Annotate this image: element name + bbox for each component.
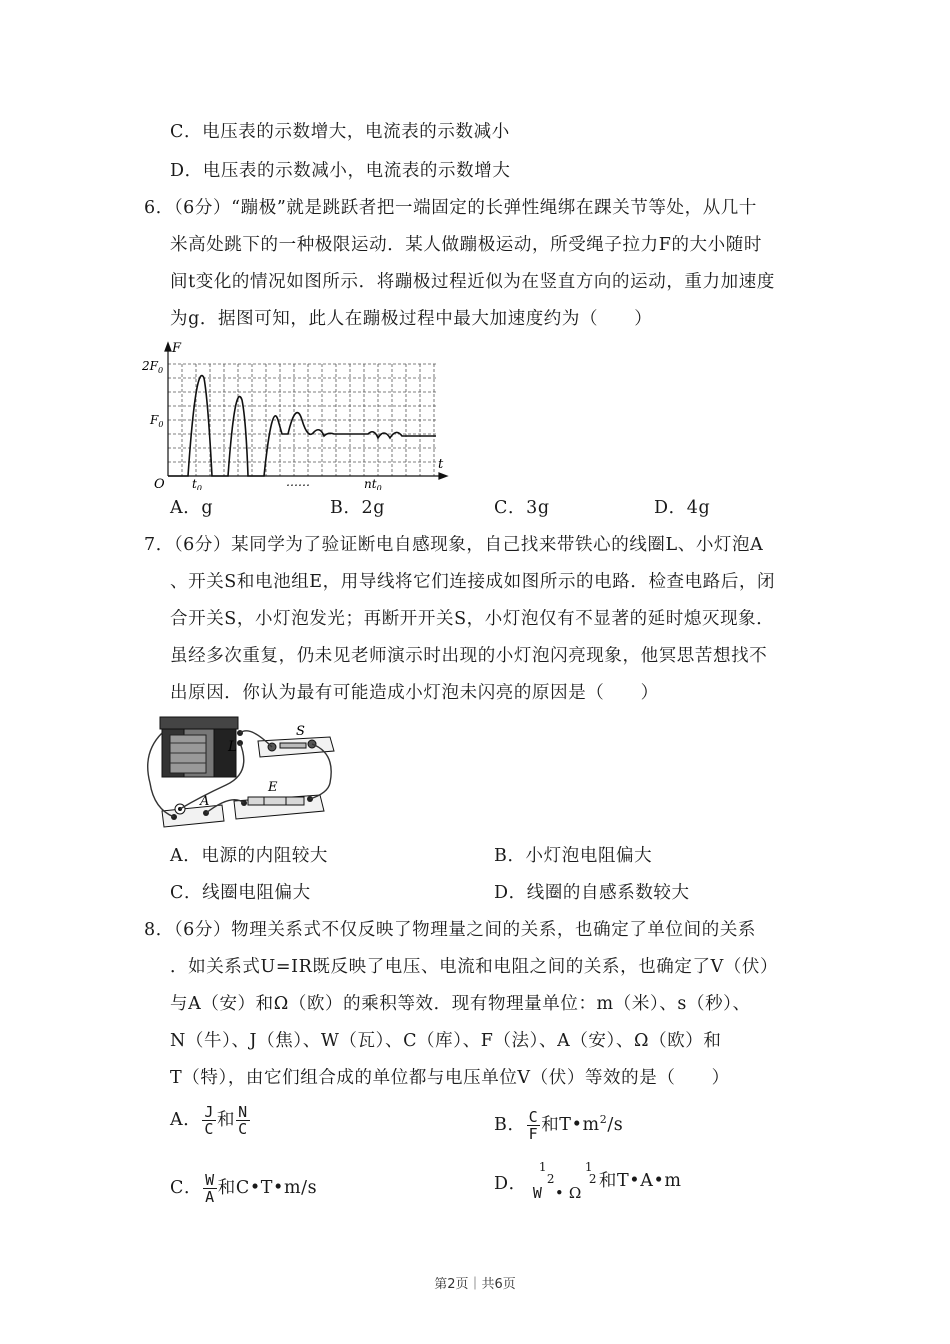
page-footer: 第2页｜共6页: [434, 1277, 516, 1292]
q6-option-b: B．2g: [330, 498, 386, 518]
q8-option-b: B． $\frac{C}{F}$ 和$T•m^2/s$: [494, 1107, 624, 1143]
q7-stem-line: 7．（6分）某同学为了验证断电自感现象，自己找来带铁心的线圈L、小灯泡A: [144, 535, 764, 555]
q7-option-c: C．线圈电阻偏大: [170, 883, 311, 903]
svg-text:F0: $F_0$: [150, 413, 164, 429]
q5-option-d: D．电压表的示数减小，电流表的示数增大: [170, 161, 511, 181]
q8-stem-line: N（牛）、J（焦）、W（瓦）、C（库）、F（法）、A（安）、Ω（欧）和: [170, 1031, 722, 1051]
q6-stem-line: 间t变化的情况如图所示．将蹦极过程近似为在竖直方向的运动，重力加速度: [170, 272, 775, 292]
fraction-c-over-f: $\frac{C}{F}$: [528, 1107, 539, 1143]
svg-text:nt0: $nt_0$: [364, 477, 382, 490]
q8-option-c: C． $\frac{W}{A}$ 和C•T•m/s: [170, 1171, 318, 1206]
q6-option-a: A．g: [170, 498, 214, 518]
q6-option-d: D．4g: [654, 498, 711, 518]
q8-option-d: D． 1 2 W • Ω 1 2 和T•A•m: [494, 1160, 625, 1208]
q5-option-c: C．电压表的示数增大，电流表的示数减小: [170, 122, 510, 142]
label-l: L: [228, 739, 238, 755]
q7-stem-line: 出原因．你认为最有可能造成小灯泡未闪亮的原因是（ ）: [170, 683, 659, 703]
q7-option-d: D．线圈的自感系数较大: [494, 883, 690, 903]
fraction-n-over-c: $\frac{N}{C}$: [238, 1103, 248, 1138]
q8-option-a: A． $\frac{J}{C}$ 和 $\frac{N}{C}$: [170, 1103, 248, 1138]
q6-stem-line: 6．（6分）“蹦极”就是跳跃者把一端固定的长弹性绳绑在踝关节等处，从几十: [144, 198, 758, 218]
t-axis-label: t: [438, 457, 444, 472]
q6-option-c: C．3g: [494, 498, 550, 518]
switch-s: [258, 737, 334, 757]
q7-stem-line: 合开关S，小灯泡发光；再断开开关S，小灯泡仅有不显著的延时熄灭现象．: [170, 609, 775, 629]
circuit-photo: [140, 713, 340, 831]
label-e: E: [268, 780, 278, 795]
tension-curve: [168, 376, 436, 476]
q6-stem-line: 米高处跳下的一种极限运动．某人做蹦极运动，所受绳子拉力F的大小随时: [170, 235, 762, 255]
f-axis-label: F: [172, 341, 182, 356]
q8-stem-line: 与A（安）和Ω（欧）的乘积等效．现有物理量单位：m（米）、s（秒）、: [170, 994, 751, 1014]
label-s: S: [296, 724, 305, 739]
ellipsis: ……: [286, 475, 310, 489]
q7-option-a: A．电源的内阻较大: [170, 846, 329, 866]
q7-stem-line: 虽经多次重复，仍未见老师演示时出现的小灯泡闪亮现象，他冥思苦想找不: [170, 646, 768, 666]
q8-stem-line: T（特），由它们组合成的单位都与电压单位V（伏）等效的是（ ）: [170, 1068, 730, 1088]
q8-stem-line: ．如关系式U=IR既反映了电压、电流和电阻之间的关系，也确定了V（伏）: [170, 957, 779, 977]
power-expression: 1 2 W • Ω 1 2 和T•A•m: [532, 1159, 682, 1202]
q7-option-b: B．小灯泡电阻偏大: [494, 846, 653, 866]
q7-stem-line: 、开关S和电池组E，用导线将它们连接成如图所示的电路．检查电路后，闭: [170, 572, 776, 592]
fraction-j-over-c: $\frac{J}{C}$: [204, 1103, 214, 1138]
q6-stem-line: 为g．据图可知，此人在蹦极过程中最大加速度约为（ ）: [170, 309, 653, 329]
tension-time-graph: [138, 340, 458, 490]
label-a: A: [200, 794, 210, 809]
fraction-w-over-a: $\frac{W}{A}$: [205, 1171, 215, 1206]
q8-stem-line: 8．（6分）物理关系式不仅反映了物理量之间的关系，也确定了单位间的关系: [144, 920, 757, 940]
svg-text:2F0: $2F_0$: [142, 359, 164, 375]
svg-text:t0: $t_0$: [192, 477, 202, 490]
origin-label: O: [154, 477, 165, 490]
